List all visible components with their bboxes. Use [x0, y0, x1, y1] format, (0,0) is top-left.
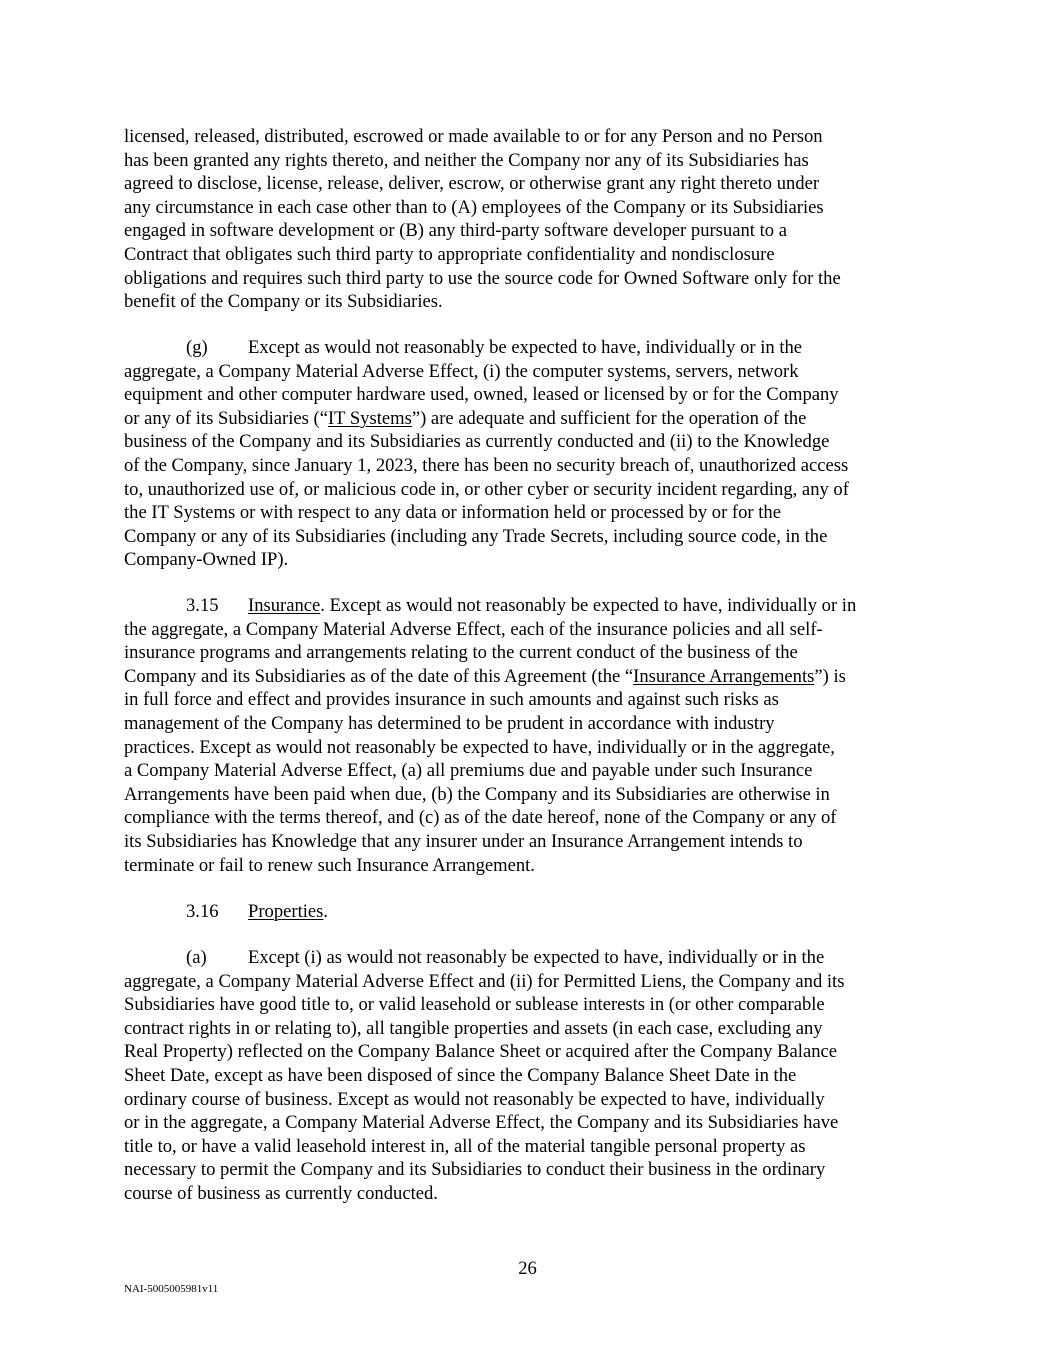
defined-term: IT Systems	[327, 407, 412, 429]
text-line: necessary to permit the Company and its Subsidiaries to conduct their business in the ordinary	[124, 1159, 826, 1181]
text-line: any circumstance in each case other than to (A) employees of the Company or its Subsidiaries	[124, 196, 824, 218]
text-line: has been granted any rights thereto, and neither the Company nor any of its Subsidiaries has	[124, 149, 809, 171]
text-line	[124, 336, 940, 360]
text-line: contract rights in or relating to), all tangible properties and assets (in each case, excluding any	[124, 1017, 823, 1039]
text-run: .	[323, 901, 329, 922]
text-line: aggregate, a Company Material Adverse Effect, (i) the computer systems, servers, network	[124, 360, 799, 382]
section-heading: Properties	[248, 901, 324, 922]
text-line: a Company Material Adverse Effect, (a) all premiums due and payable under such Insurance	[124, 760, 813, 782]
text-line: aggregate, a Company Material Adverse Effect and (ii) for Permitted Liens, the Company and its	[124, 970, 845, 992]
text-line: of the Company, since January 1, 2023, there has been no security breach of, unauthorized access	[124, 454, 849, 476]
document-id: NAI-5005005981v11	[124, 1283, 219, 1295]
text-run: or any of its Subsidiaries (“	[124, 407, 328, 429]
text-line: or in the aggregate, a Company Material Adverse Effect, the Company and its Subsidiaries have	[124, 1112, 839, 1134]
section-heading: Insurance	[248, 595, 321, 616]
text-line: licensed, released, distributed, escrowed or made available to or for any Person and no Person	[124, 126, 823, 147]
text-run: Company and its Subsidiaries as of the date of this Agreement (the “	[124, 665, 634, 687]
text-line: compliance with the terms thereof, and (c) as of the date hereof, none of the Company or any of	[124, 807, 837, 829]
text-line	[124, 946, 940, 970]
text-line	[124, 407, 940, 431]
text-run: ”) are adequate and sufficient for the operation of the	[411, 407, 807, 429]
section-3-15-insurance	[124, 594, 940, 877]
text-line: Company or any of its Subsidiaries (including any Trade Secrets, including source code, in the	[124, 525, 828, 547]
text-line: obligations and requires such third party to use the source code for Owned Software only for the	[124, 267, 841, 289]
section-number: 3.15	[186, 595, 219, 616]
section-3-16-properties	[124, 900, 940, 924]
text-run: Except as would not reasonably be expected to have, individually or in the	[248, 337, 803, 358]
text-line: engaged in software development or (B) any third-party software developer pursuant to a	[124, 220, 787, 242]
text-line: Arrangements have been paid when due, (b) the Company and its Subsidiaries are otherwise in	[124, 783, 830, 805]
text-line: terminate or fail to renew such Insurance Arrangement.	[124, 854, 535, 876]
text-line: course of business as currently conducted.	[124, 1182, 438, 1204]
text-line: business of the Company and its Subsidiaries as currently conducted and (ii) to the Knowledge	[124, 431, 830, 453]
text-line: Subsidiaries have good title to, or valid leasehold or sublease interests in (or other comparable	[124, 994, 825, 1016]
text-line	[124, 665, 940, 689]
text-line: Contract that obligates such third party to appropriate confidentiality and nondisclosure	[124, 243, 775, 265]
paragraph-a	[124, 946, 940, 1206]
defined-term: Insurance Arrangements	[633, 665, 815, 687]
text-run: . Except as would not reasonably be expected to have, individually or in	[320, 595, 857, 616]
text-line: to, unauthorized use of, or malicious code in, or other cyber or security incident regarding, any of	[124, 478, 849, 500]
text-run: Except (i) as would not reasonably be expected to have, individually or in the	[248, 947, 825, 968]
text-line: insurance programs and arrangements relating to the current conduct of the business of the	[124, 642, 798, 664]
text-line: in full force and effect and provides insurance in such amounts and against such risks as	[124, 689, 779, 711]
text-line: agreed to disclose, license, release, deliver, escrow, or otherwise grant any right thereto under	[124, 173, 820, 195]
text-line: the IT Systems or with respect to any data or information held or processed by or for the	[124, 502, 781, 524]
clause-number: (g)	[186, 337, 208, 358]
text-line: its Subsidiaries has Knowledge that any insurer under an Insurance Arrangement intends to	[124, 830, 803, 852]
text-line	[124, 594, 940, 618]
text-line: the aggregate, a Company Material Adverse Effect, each of the insurance policies and all self-	[124, 618, 823, 640]
paragraph-g	[124, 336, 940, 572]
text-line: benefit of the Company or its Subsidiaries.	[124, 291, 443, 313]
clause-number: (a)	[186, 947, 207, 968]
text-line: Real Property) reflected on the Company Balance Sheet or acquired after the Company Balance	[124, 1041, 837, 1063]
text-line	[124, 900, 940, 924]
text-line: management of the Company has determined to be prudent in accordance with industry	[124, 712, 775, 734]
page-number: 26	[518, 1258, 537, 1279]
text-line: practices. Except as would not reasonably be expected to have, individually or in the aggregate,	[124, 736, 835, 758]
text-line: Sheet Date, except as have been disposed of since the Company Balance Sheet Date in the	[124, 1064, 797, 1086]
text-line: title to, or have a valid leasehold interest in, all of the material tangible personal property as	[124, 1135, 806, 1157]
text-line: ordinary course of business. Except as would not reasonably be expected to have, individually	[124, 1088, 825, 1110]
text-line: Company-Owned IP).	[124, 549, 289, 571]
text-line: equipment and other computer hardware used, owned, leased or licensed by or for the Company	[124, 384, 839, 406]
paragraph-continuation	[124, 125, 940, 314]
section-number: 3.16	[186, 901, 219, 922]
text-run: ”) is	[814, 665, 846, 687]
